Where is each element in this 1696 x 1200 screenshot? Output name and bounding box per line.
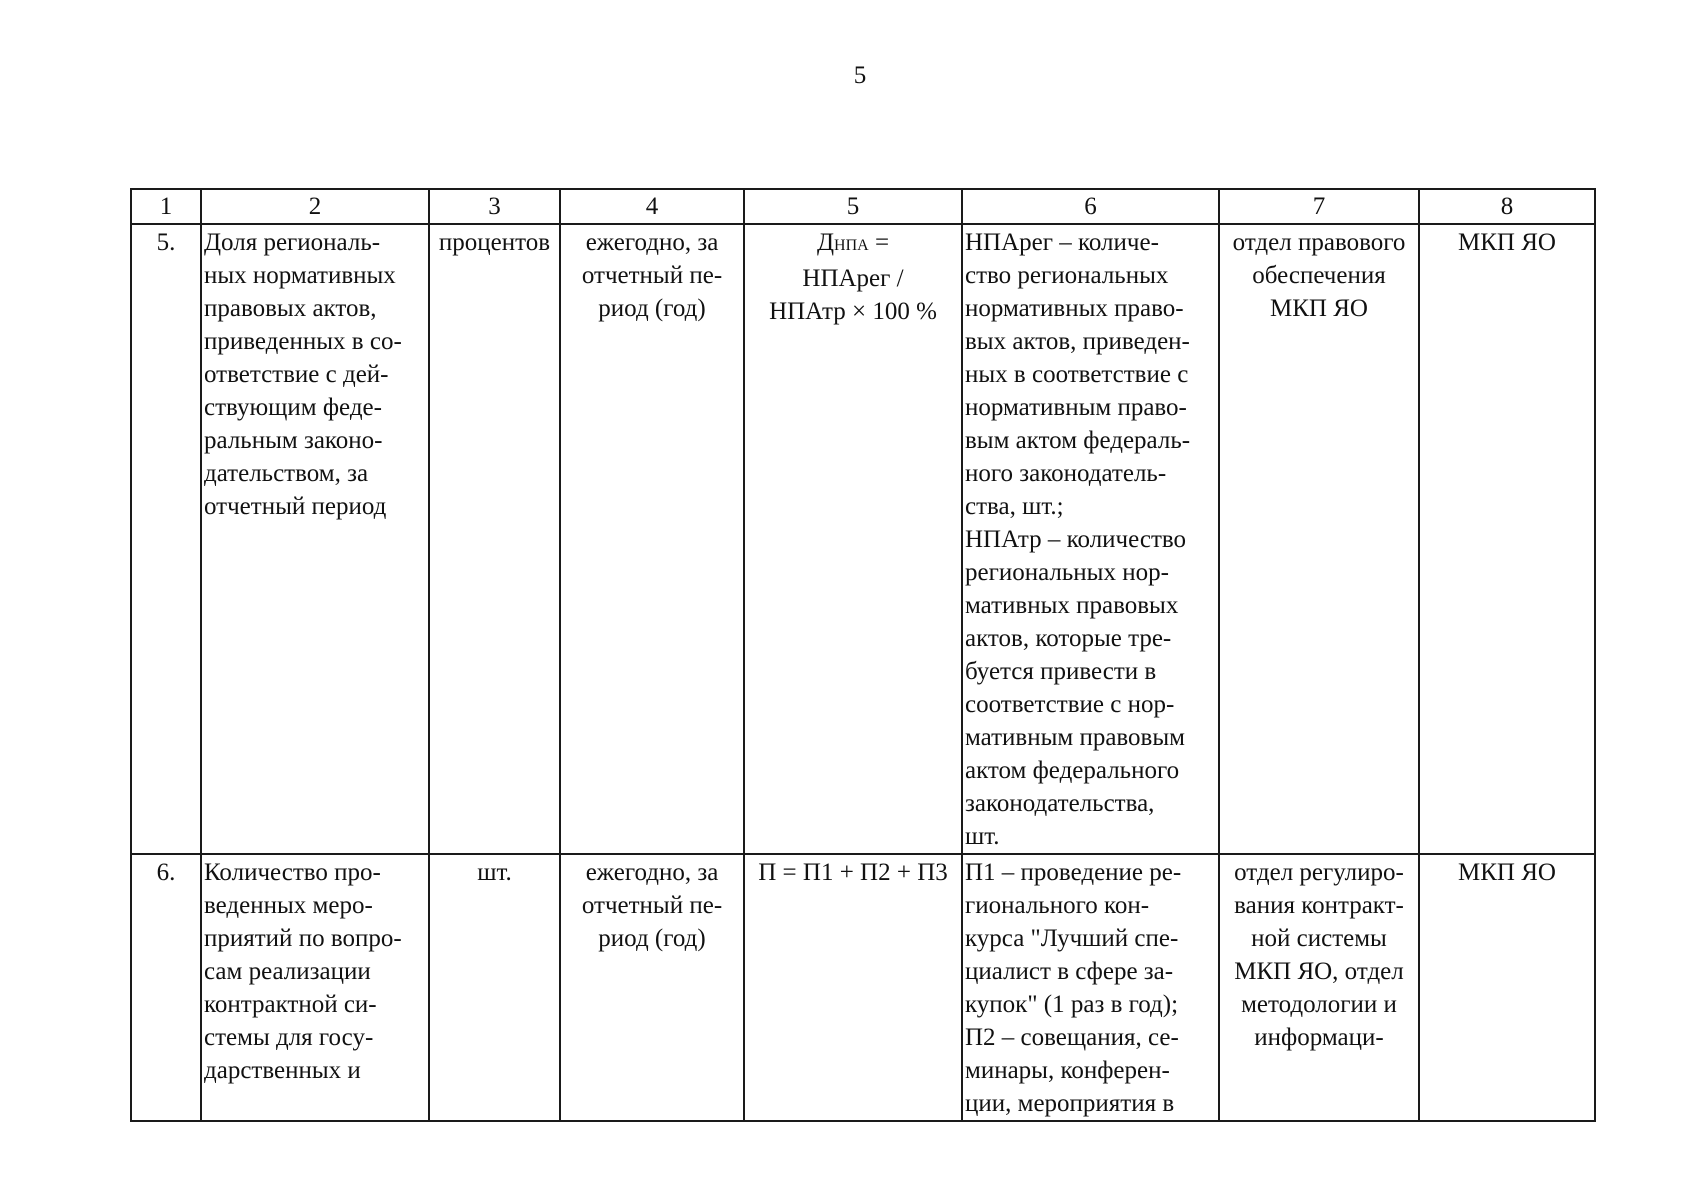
responsible-department: отдел регулиро- вания контракт- ной системы МКП ЯО, отдел методологии и информаци-: [1219, 854, 1419, 1121]
reporting-period: ежегодно, за отчетный пе- риод (год): [560, 224, 744, 854]
reporting-period: ежегодно, за отчетный пе- риод (год): [560, 854, 744, 1121]
column-number: 6: [962, 189, 1219, 224]
row-number: 5.: [131, 224, 201, 854]
column-number: 5: [744, 189, 962, 224]
unit-of-measure: шт.: [429, 854, 560, 1121]
responsible-department: отдел правового обеспечения МКП ЯО: [1219, 224, 1419, 854]
column-number: 8: [1419, 189, 1595, 224]
table-row: [131, 224, 1595, 854]
calculation-formula: П = П1 + П2 + П3: [744, 854, 962, 1121]
column-number-row: [131, 189, 1595, 224]
row-number: 6.: [131, 854, 201, 1121]
formula-description: НПАрег – количе- ство региональных нормативных право- вых актов, приведен- ных в соответствие с нормативным право- вым актом федераль- ного законодатель- ства, шт.; НПАтр – количество региональных нор- мативных правовых актов, которые тре- буется привести в соответствие с нор- мативным правовым актом федерального законодательства, шт.: [962, 224, 1219, 854]
column-number: 1: [131, 189, 201, 224]
indicators-table: [130, 188, 1596, 1122]
column-number: 3: [429, 189, 560, 224]
formula-description: П1 – проведение ре- гионального кон- курса "Лучший спе- циалист в сфере за- купок" (1 раз в год); П2 – совещания, се- минары, конферен- ции, мероприятия в: [962, 854, 1219, 1121]
responsible-organization: МКП ЯО: [1419, 224, 1595, 854]
unit-of-measure: процентов: [429, 224, 560, 854]
column-number: 2: [201, 189, 429, 224]
column-number: 4: [560, 189, 744, 224]
calculation-formula: ДНПА = НПАрег / НПАтр × 100 %: [744, 224, 962, 854]
column-number: 7: [1219, 189, 1419, 224]
table-row: [131, 854, 1595, 1121]
indicator-name: Количество про- веденных меро- приятий по вопро- сам реализации контрактной си- стемы для госу- дарственных и: [201, 854, 429, 1121]
page-number: 5: [853, 62, 867, 89]
indicator-name: Доля региональ- ных нормативных правовых актов, приведенных в со- ответствие с дей- ствующим феде- ральным законо- дательством, за отчетный период: [201, 224, 429, 854]
responsible-organization: МКП ЯО: [1419, 854, 1595, 1121]
